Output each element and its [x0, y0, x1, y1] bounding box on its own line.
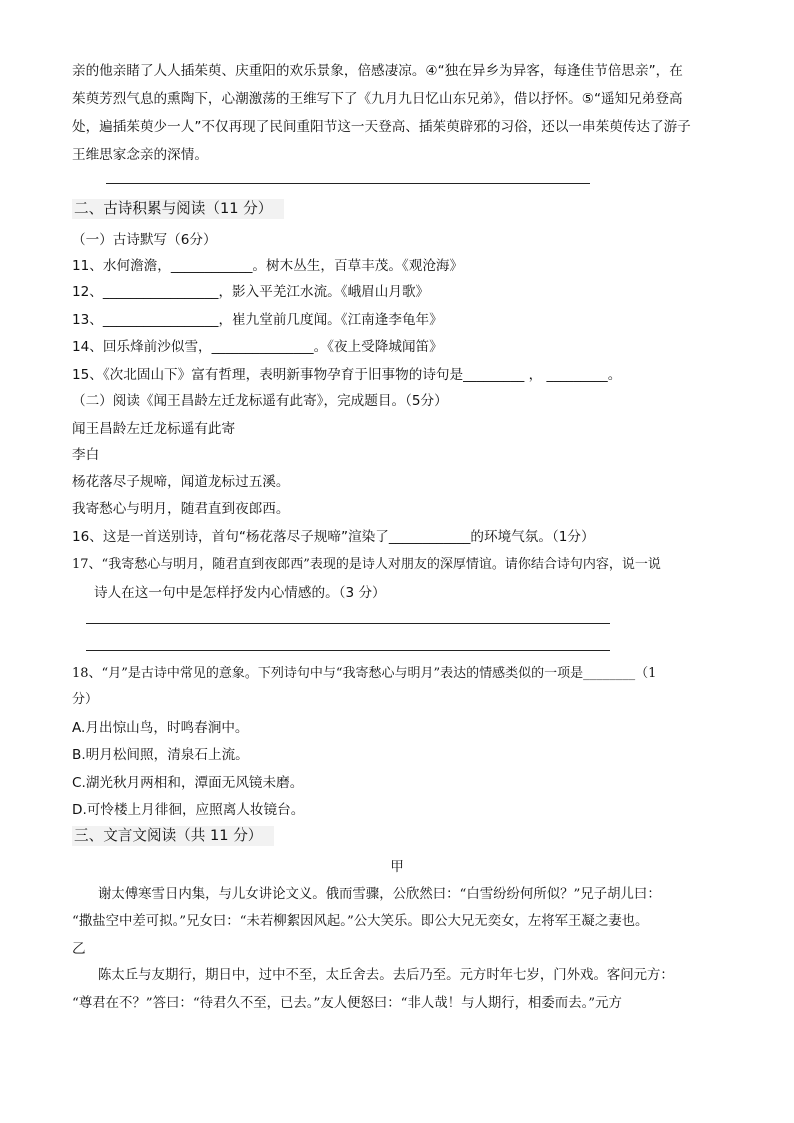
question-13: 13、_________________，崔九堂前几度闻。《江南逢李龟年》 — [72, 312, 443, 328]
part-1-title: （一）古诗默写（6分） — [72, 232, 217, 248]
section-2-title: 二、古诗积累与阅读（11 分） — [72, 199, 284, 219]
question-12: 12、_________________，影入平羌江水流。《峨眉山月歌》 — [72, 284, 430, 300]
question-15: 15、《次北固山下》富有哲理，表明新事物孕育于旧事物的诗句是_________ ， _________。 — [72, 367, 622, 383]
answer-line — [106, 183, 590, 184]
question-17-line-2: 诗人在这一句中是怎样抒发内心情感的。（3 分） — [94, 585, 386, 601]
poem-author: 李白 — [72, 447, 100, 463]
part-2-title: （二）阅读《闻王昌龄左迁龙标遥有此寄》，完成题目。（5分） — [72, 393, 448, 409]
passage-yi-label: 乙 — [72, 941, 86, 957]
question-18-line-2: 分） — [72, 692, 99, 707]
option-a: A.月出惊山鸟，时鸣春涧中。 — [72, 720, 249, 736]
option-c: C.湖光秋月两相和，潭面无风镜未磨。 — [72, 775, 304, 791]
answer-line-2 — [86, 650, 610, 651]
option-b: B.明月松间照，清泉石上流。 — [72, 747, 249, 763]
passage-yi-line-2: “尊君在不？”答曰：“待君久不至，已去。”友人便怒曰：“非人哉！与人期行，相委而去。”元方 — [72, 996, 622, 1011]
option-d: D.可怜楼上月徘徊，应照离人妆镜台。 — [72, 802, 305, 818]
question-17-line-1: 17、“我寄愁心与明月，随君直到夜郎西”表现的是诗人对朋友的深厚情谊。请你结合诗句内容，说一说 — [72, 557, 661, 572]
paragraph-line-2: 茱萸芳烈气息的熏陶下，心潮激荡的王维写下了《九月九日忆山东兄弟》，借以抒怀。⑤“遥知兄弟登高 — [72, 91, 683, 107]
poem-line-1: 杨花落尽子规啼，闻道龙标过五溪。 — [72, 474, 290, 490]
paragraph-line-1: 亲的他亲睹了人人插茱萸、庆重阳的欢乐景象，倍感凄凉。④“独在异乡为异客，每逢佳节倍思亲”，在 — [72, 63, 683, 79]
passage-jia-line-2: “撒盐空中差可拟。”兄女曰：“未若柳絮因风起。”公大笑乐。即公大兄无奕女，左将军王凝之妻也。 — [72, 914, 649, 929]
question-14: 14、回乐烽前沙似雪，_______________。《夜上受降城闻笛》 — [72, 339, 443, 355]
paragraph-line-3: 处，遍插茱萸少一人”不仅再现了民间重阳节这一天登高、插茱萸辟邪的习俗，还以一串茱萸传达了游子 — [72, 119, 691, 135]
section-3-title: 三、文言文阅读（共 11 分） — [72, 826, 274, 846]
poem-title: 闻王昌龄左迁龙标遥有此寄 — [72, 421, 236, 437]
question-11: 11、水何澹澹，____________。树木丛生，百草丰茂。《观沧海》 — [72, 258, 464, 274]
passage-yi-line-1: 陈太丘与友期行，期日中，过中不至，太丘舍去。去后乃至。元方时年七岁，门外戏。客问元方： — [98, 968, 674, 983]
passage-jia-line-1: 谢太傅寒雪日内集，与儿女讲论文义。俄而雪骤，公欣然曰：“白雪纷纷何所似？”兄子胡儿曰： — [98, 887, 661, 902]
question-18-line-1: 18、“月”是古诗中常见的意象。下列诗句中与“我寄愁心与明月”表达的情感类似的一项是________（1 — [72, 666, 657, 681]
poem-line-2: 我寄愁心与明月，随君直到夜郎西。 — [72, 501, 290, 517]
answer-line-1 — [86, 623, 610, 624]
paragraph-line-4: 王维思家念亲的深情。 — [72, 147, 208, 163]
passage-jia-label: 甲 — [390, 859, 404, 875]
question-16: 16、这是一首送别诗，首句“杨花落尽子规啼”渲染了____________的环境气氛。（1分） — [72, 529, 595, 545]
